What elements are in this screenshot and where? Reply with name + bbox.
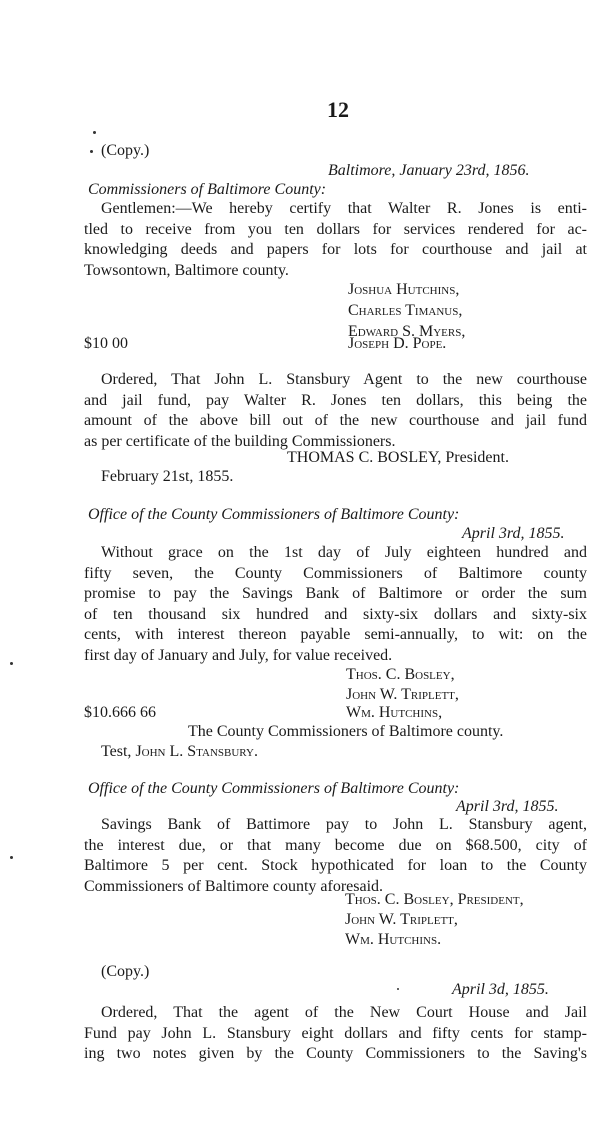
note-paragraph: [84, 543, 587, 666]
text-line: Without grace on the 1st day of July eighteen hundred and: [101, 544, 587, 561]
certificate-paragraph: [84, 199, 587, 281]
text-line: promise to pay the Savings Bank of Baltimore or order the sum: [84, 585, 587, 602]
order-date: April 3d, 1855.: [452, 981, 549, 998]
text-line: Ordered, That the agent of the New Court House and Jail: [101, 1004, 587, 1021]
signer-name: John W. Triplett,: [346, 686, 459, 703]
signer-name: Thos. C. Bosley,: [346, 666, 455, 683]
page-number: 12: [327, 97, 349, 122]
order-date: February 21st, 1855.: [101, 468, 234, 485]
address-line: Commissioners of Baltimore County:: [88, 181, 327, 198]
text-line: first day of January and July, for value received.: [84, 646, 393, 664]
order-date: April 3rd, 1855.: [456, 798, 559, 815]
text-line: Towsontown, Baltimore county.: [84, 261, 289, 279]
order-paragraph: [84, 815, 587, 897]
signer-name: Wm. Hutchins,: [346, 704, 443, 721]
text-line: and jail fund, pay Walter R. Jones ten dollars, this being the: [84, 391, 587, 409]
test-label: Test,: [101, 743, 132, 760]
copy-label: (Copy.): [101, 963, 150, 980]
text-line: fifty seven, the County Commissioners of Baltimore county: [84, 564, 587, 582]
signer-name: Thos. C. Bosley, President,: [345, 891, 524, 908]
amount: $10.666 66: [84, 704, 156, 721]
office-heading: Office of the County Commissioners of Baltimore County:: [88, 506, 460, 523]
signer-name: Charles Timanus,: [348, 302, 463, 319]
president-signature: THOMAS C. BOSLEY, President.: [287, 449, 509, 466]
amount: $10 00: [84, 335, 128, 352]
copy-label: (Copy.): [101, 142, 150, 159]
signer-name: Wm. Hutchins.: [345, 931, 442, 948]
text-line: Commissioners of Baltimore county aforesaid.: [84, 877, 384, 895]
speck-mark: [10, 856, 13, 859]
order-paragraph: [84, 370, 587, 452]
text-line: of ten thousand six hundred and sixty-six dollars and sixty-six: [84, 605, 587, 623]
text-line: Savings Bank of Battimore pay to John L. Stansbury agent,: [101, 816, 587, 833]
text-line: the interest due, or that many become due on $68.500, city of: [84, 836, 587, 854]
signer-name: Joseph D. Pope.: [348, 335, 447, 352]
text-line: Baltimore 5 per cent. Stock hypothicated for loan to the County: [84, 857, 587, 874]
test-name: John L. Stansbury.: [135, 743, 258, 760]
dateline: Baltimore, January 23rd, 1856.: [328, 162, 530, 179]
speck-mark: [90, 150, 93, 153]
speck-mark: [10, 662, 13, 665]
text-line: Gentlemen:—We hereby certify that Walter R. Jones is enti-: [101, 200, 587, 217]
text-line: as per certificate of the building Commissioners.: [84, 432, 396, 450]
text-line: knowledging deeds and papers for lots for courthouse and jail at: [84, 241, 587, 258]
test-line: [101, 742, 258, 762]
text-line: amount of the above bill out of the new courthouse and jail fund: [84, 412, 587, 429]
order-paragraph: [84, 1003, 587, 1065]
text-line: Fund pay John L. Stansbury eight dollars and fifty cents for stamp-: [84, 1024, 587, 1042]
note-date: April 3rd, 1855.: [462, 525, 565, 542]
signer-name: Edward S. Myers,: [348, 323, 466, 340]
office-heading: Office of the County Commissioners of Baltimore County:: [88, 780, 460, 797]
speck-mark: [397, 988, 399, 990]
signer-name: John W. Triplett,: [345, 911, 458, 928]
text-line: cents, with interest thereon payable semi-annually, to wit: on the: [84, 626, 587, 643]
text-line: ing two notes given by the County Commissioners to the Saving's: [84, 1045, 587, 1062]
speck-mark: [93, 131, 96, 134]
commissioners-line: The County Commissioners of Baltimore county.: [188, 723, 504, 740]
text-line: Ordered, That John L. Stansbury Agent to the new courthouse: [101, 371, 587, 388]
signer-name: Joshua Hutchins,: [348, 281, 460, 298]
text-line: tled to receive from you ten dollars for services rendered for ac-: [84, 220, 587, 238]
